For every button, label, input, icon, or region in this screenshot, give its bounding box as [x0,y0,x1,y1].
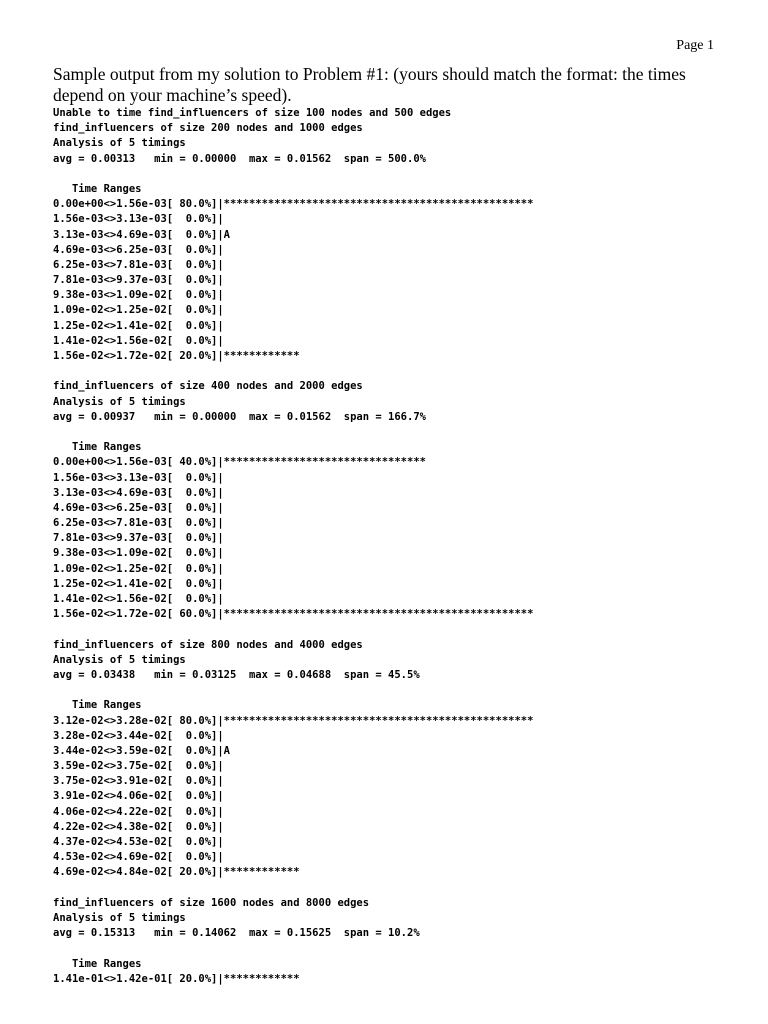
output-line: 1.25e-02<>1.41e-02[ 0.0%]| [53,577,224,590]
output-line: 1.41e-02<>1.56e-02[ 0.0%]| [53,334,224,347]
output-line: find_influencers of size 400 nodes and 2000 edges [53,380,363,393]
output-line: 3.75e-02<>3.91e-02[ 0.0%]| [53,775,224,788]
output-line [53,167,533,182]
output-line: Analysis of 5 timings [53,653,186,666]
output-line: 1.56e-02<>1.72e-02[ 60.0%]|************************************************* [53,608,534,621]
output-line [53,683,533,698]
output-line: find_influencers of size 1600 nodes and 8000 edges [53,896,370,909]
output-line [53,425,533,440]
output-line: 3.13e-03<>4.69e-03[ 0.0%]| [53,486,224,499]
output-line: avg = 0.03438 min = 0.03125 max = 0.04688 span = 45.5% [53,668,420,681]
output-line: 3.44e-02<>3.59e-02[ 0.0%]|A [53,744,231,757]
output-line: Time Ranges [53,182,142,195]
output-line: 1.41e-01<>1.42e-01[ 20.0%]|************ [53,972,300,985]
output-line: 0.00e+00<>1.56e-03[ 40.0%]|******************************** [53,456,426,469]
output-line: 4.69e-03<>6.25e-03[ 0.0%]| [53,243,224,256]
output-line: Analysis of 5 timings [53,137,186,150]
output-line: 4.22e-02<>4.38e-02[ 0.0%]| [53,820,224,833]
output-line: 1.56e-03<>3.13e-03[ 0.0%]| [53,471,224,484]
output-line: 1.09e-02<>1.25e-02[ 0.0%]| [53,562,224,575]
output-line: 4.06e-02<>4.22e-02[ 0.0%]| [53,805,224,818]
program-output [53,106,533,987]
output-line: 3.59e-02<>3.75e-02[ 0.0%]| [53,760,224,773]
output-line: 1.56e-03<>3.13e-03[ 0.0%]| [53,213,224,226]
output-line: avg = 0.00313 min = 0.00000 max = 0.01562 span = 500.0% [53,152,426,165]
output-line [53,941,533,956]
output-line: 1.25e-02<>1.41e-02[ 0.0%]| [53,319,224,332]
output-line [53,364,533,379]
output-line: 4.37e-02<>4.53e-02[ 0.0%]| [53,836,224,848]
output-line [53,881,533,896]
output-line: find_influencers of size 200 nodes and 1000 edges [53,122,363,135]
output-line: 9.38e-03<>1.09e-02[ 0.0%]| [53,547,224,560]
output-line: 4.69e-02<>4.84e-02[ 20.0%]|************ [53,866,300,879]
output-line: 1.56e-02<>1.72e-02[ 20.0%]|************ [53,350,300,362]
output-line: Unable to time find_influencers of size 100 nodes and 500 edges [53,107,452,119]
output-line: 7.81e-03<>9.37e-03[ 0.0%]| [53,274,224,287]
output-line: 6.25e-03<>7.81e-03[ 0.0%]| [53,517,224,530]
output-line: Analysis of 5 timings [53,395,186,408]
output-line: Time Ranges [53,699,142,712]
output-line: 9.38e-03<>1.09e-02[ 0.0%]| [53,289,224,302]
output-line: 3.28e-02<>3.44e-02[ 0.0%]| [53,729,224,742]
output-line: 0.00e+00<>1.56e-03[ 80.0%]|************************************************* [53,198,534,211]
output-line: find_influencers of size 800 nodes and 4000 edges [53,638,363,651]
output-line: 3.91e-02<>4.06e-02[ 0.0%]| [53,790,224,803]
output-line: 3.13e-03<>4.69e-03[ 0.0%]|A [53,228,231,241]
output-line: avg = 0.00937 min = 0.00000 max = 0.01562 span = 166.7% [53,410,426,423]
output-line: 7.81e-03<>9.37e-03[ 0.0%]| [53,532,224,545]
output-line: 4.53e-02<>4.69e-02[ 0.0%]| [53,851,224,864]
output-line: 4.69e-03<>6.25e-03[ 0.0%]| [53,501,224,514]
page-number: Page 1 [676,38,714,53]
output-line: avg = 0.15313 min = 0.14062 max = 0.15625 span = 10.2% [53,927,420,940]
intro-paragraph: Sample output from my solution to Problem #1: (yours should match the format: the times depend on your machine’s speed). [53,64,686,105]
output-line: Analysis of 5 timings [53,911,186,924]
output-line: 1.09e-02<>1.25e-02[ 0.0%]| [53,304,224,317]
output-line: Time Ranges [53,441,142,454]
output-line: Time Ranges [53,957,142,970]
output-line: 1.41e-02<>1.56e-02[ 0.0%]| [53,593,224,605]
output-line: 3.12e-02<>3.28e-02[ 80.0%]|************************************************* [53,714,534,727]
output-line [53,622,533,637]
output-line: 6.25e-03<>7.81e-03[ 0.0%]| [53,258,224,271]
